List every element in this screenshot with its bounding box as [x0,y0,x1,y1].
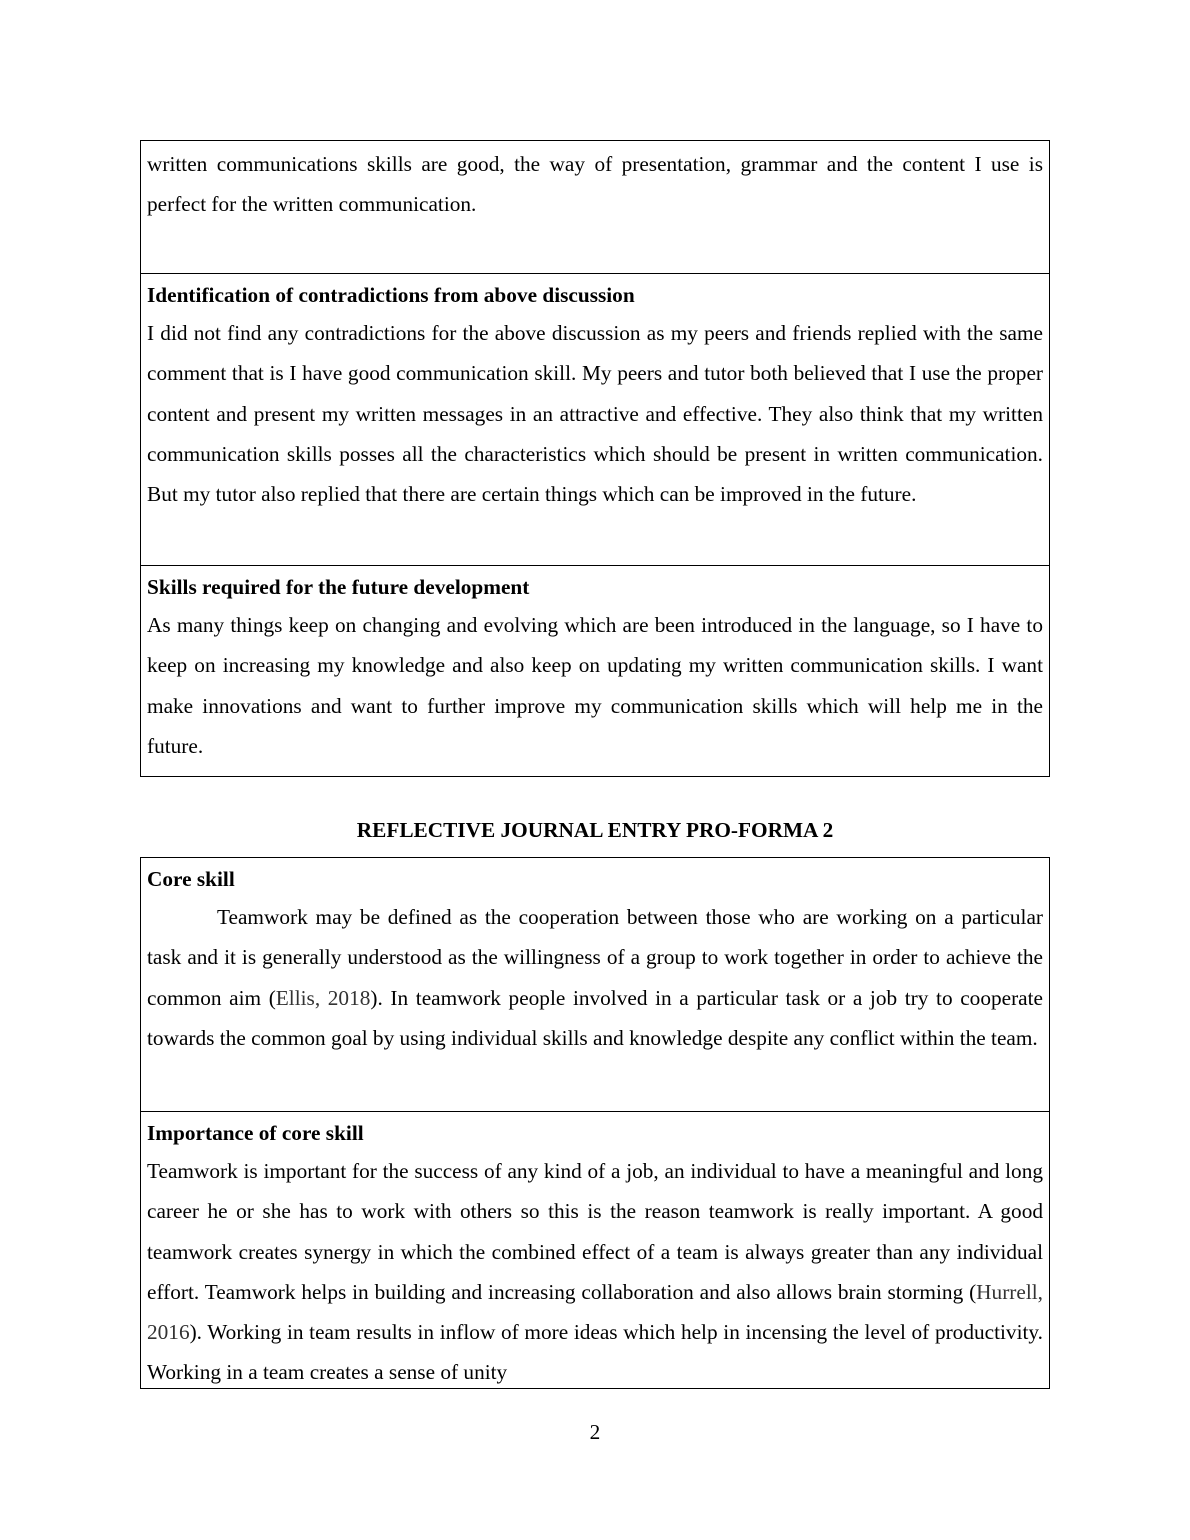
continued-paragraph: written communications skills are good, the way of presentation, grammar and the content I use is perfect for the written communication. [147,152,1043,217]
importance-heading: Importance of core skill [147,1121,364,1145]
contradictions-heading: Identification of contradictions from above discussion [147,283,635,307]
core-skill-text-before: Teamwork may be defined as the cooperation between those who are working on a particular task and it is generally understood as the willingness of a group to work together in order to achieve the common aim ( [147,905,1043,1010]
importance-paragraph [147,1151,1043,1389]
page-number: 2 [589,1420,601,1444]
core-skill-cell [141,858,1049,1111]
importance-cell [141,1111,1049,1389]
contradictions-paragraph: I did not find any contradictions for the above discussion as my peers and friends replied with the same comment that is I have good communication skill. My peers and tutor both believed that I use the proper content and present my written messages in an attractive and effective. They also think that my written communication skills posses all the characteristics which should be present in written communication. But my tutor also replied that there are certain things which can be improved in the future. [147,321,1043,507]
future-skills-paragraph: As many things keep on changing and evolving which are been introduced in the language, so I have to keep on increasing my knowledge and also keep on updating my written communication skills. I want make innovations and want to further improve my communication skills which will help me in the future. [147,613,1043,758]
reflection-table-2 [140,857,1050,1389]
importance-text-before: Teamwork is important for the success of any kind of a job, an individual to have a meaningful and long career he or she has to work with others so this is the reason teamwork is really important. A good teamwork creates synergy in which the combined effect of a team is always greater than any individual effort. Teamwork helps in building and increasing collaboration and also allows brain storming ( [147,1159,1043,1304]
written-communication-cell [141,141,1049,273]
importance-text-after: ). Working in team results in inflow of more ideas which help in incensing the level of productivity. Working in a team creates a sense of unity [147,1320,1043,1385]
core-skill-heading: Core skill [147,867,235,891]
core-skill-text-after: ). In teamwork people involved in a particular task or a job try to cooperate towards the common goal by using individual skills and knowledge despite any conflict within the team. [147,985,1043,1050]
citation-hurrell: Hurrell, 2016 [147,1279,1043,1345]
citation-ellis: Ellis, 2018 [275,985,371,1010]
future-skills-cell [141,565,1049,776]
contradictions-cell [141,273,1049,565]
core-skill-paragraph [147,897,1043,1058]
future-skills-heading: Skills required for the future development [147,575,530,599]
reflection-table-continued [140,140,1050,777]
journal-entry-title: REFLECTIVE JOURNAL ENTRY PRO-FORMA 2 [356,818,834,842]
